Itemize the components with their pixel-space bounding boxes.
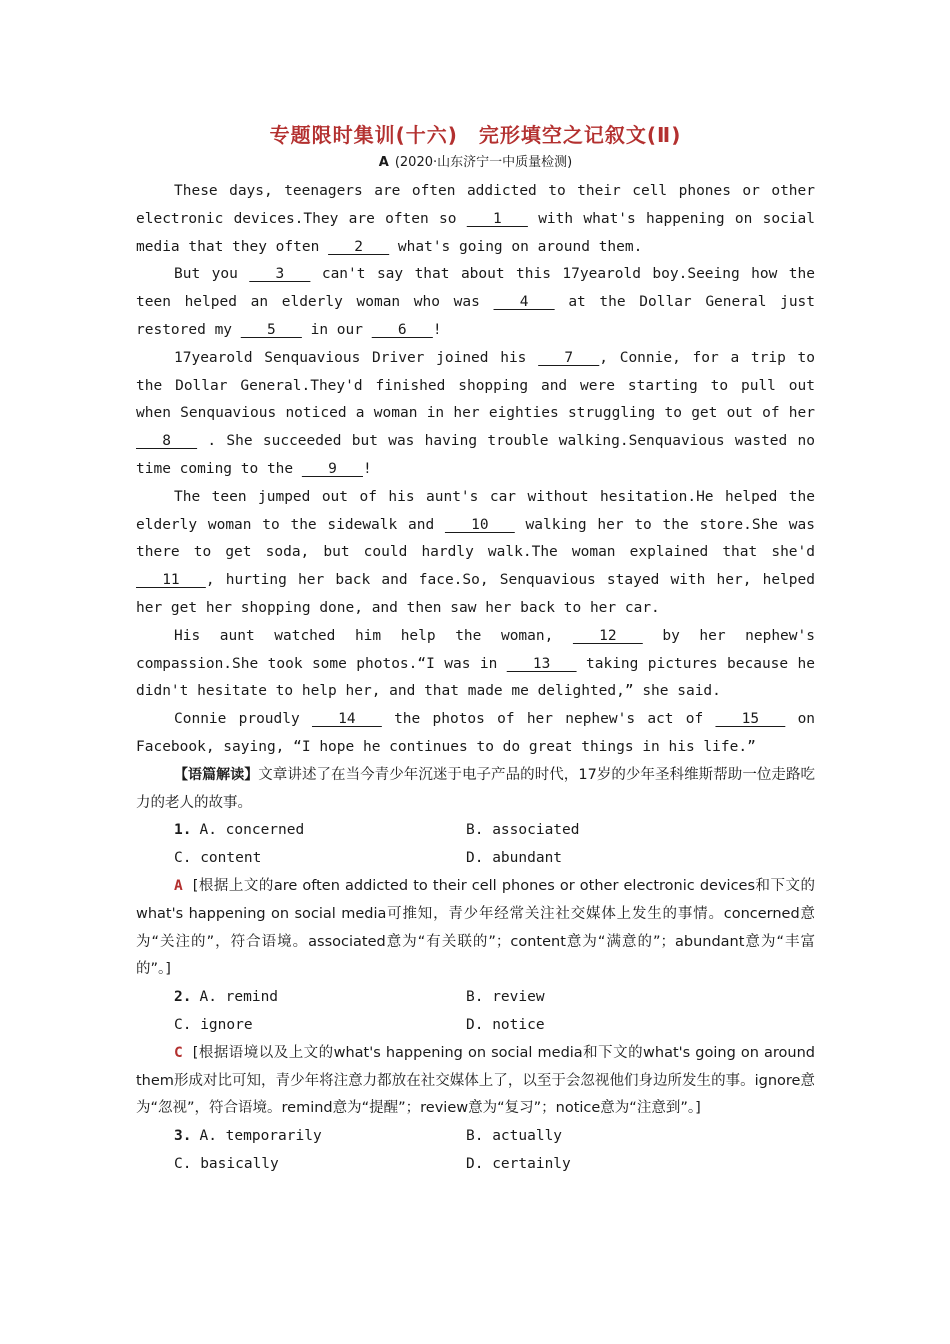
passage-text: But you: [174, 266, 238, 283]
passage-text: , Connie, for a trip to the Dollar General.They'd finished shopping and were starting to pull out when Senquavious noticed a woman in her eighties struggling to get out of her: [136, 349, 815, 422]
passage-paragraph-4: [136, 484, 815, 623]
page-title: 专题限时集训(十六) 完形填空之记叙文(Ⅱ): [269, 123, 682, 147]
option-a: A. temporarily: [199, 1128, 322, 1145]
blank-4: 4: [493, 294, 555, 311]
section-source: (2020·山东济宁一中质量检测): [394, 155, 573, 170]
question-3-options-row-2: [136, 1151, 815, 1179]
passage-text: !: [362, 460, 372, 477]
passage-text: His aunt watched him help the woman,: [174, 627, 554, 644]
option-c: C. content: [174, 850, 262, 867]
question-number: 3.: [174, 1128, 192, 1145]
question-1-options-row-2: [136, 845, 815, 873]
answer-letter: A: [174, 877, 183, 894]
answer-letter: C: [174, 1044, 183, 1061]
option-b: B. actually: [466, 1128, 563, 1145]
passage-text: by her nephew's compassion.She took some photos.“I was in: [136, 627, 815, 672]
option-b: B. associated: [466, 822, 580, 839]
blank-10: 10: [444, 516, 515, 533]
passage-text: Connie proudly: [174, 711, 300, 728]
option-d: D. notice: [466, 1016, 545, 1033]
question-2-explanation: [136, 1040, 815, 1123]
question-2-options-row-2: [136, 1012, 815, 1040]
explanation-text: [根据语境以及上文的what's happening on social media和下文的what's going on around them形成对比可知，青少年将注意力都放在社交媒体上了，以至于会忽视他们身边所发生的事。ignore意为“忽视”，符合语境。remind意为“提醒”；review意为“复习”；notice意为“注意到”。]: [136, 1044, 815, 1117]
option-d: D. abundant: [466, 850, 563, 867]
blank-5: 5: [240, 321, 302, 338]
blank-8: 8: [136, 433, 198, 450]
passage-paragraph-5: [136, 623, 815, 706]
passage-text: with what's happening on social media that they often: [136, 210, 816, 255]
summary-label: 【语篇解读】: [174, 766, 259, 783]
question-1-options-row-1: [136, 817, 815, 845]
question-2-options-row-1: [136, 984, 815, 1012]
passage-text: . She succeeded but was having trouble walking.Senquavious wasted no time coming to the: [136, 433, 816, 477]
passage-text: The teen jumped out of his aunt's car without hesitation.He helped the elderly woman to the sidewalk and: [136, 488, 815, 533]
passage-text: on Facebook, saying, “I hope he continues to do great things in his life.”: [136, 711, 816, 755]
blank-15: 15: [715, 711, 786, 728]
passage-text: , hurting her back and face.So, Senquavious stayed with her, helped her get her shopping done, and then saw her back to her car.: [136, 572, 815, 616]
passage-paragraph-2: [136, 261, 815, 344]
option-c: C. basically: [174, 1155, 279, 1172]
blank-6: 6: [371, 321, 433, 338]
passage-paragraph-6: [136, 706, 815, 762]
blank-9: 9: [301, 460, 363, 477]
question-1-explanation: [136, 873, 815, 984]
blank-2: 2: [328, 238, 390, 255]
question-3-options-row-1: [136, 1123, 815, 1151]
explanation-text: [根据上文的are often addicted to their cell phones or other electronic devices和下文的what's happening on social media可推知，青少年经常关注社交媒体上发生的事情。concerned意为“关注的”，符合语境。associated意为“有关联的”；content意为“满意的”；abundant意为“丰富的”。]: [136, 877, 815, 978]
blank-12: 12: [572, 627, 643, 644]
option-b: B. review: [466, 989, 545, 1006]
passage-summary: [136, 762, 815, 818]
passage-text: the photos of her nephew's act of: [394, 711, 704, 728]
passage-text: 17yearold Senquavious Driver joined his: [174, 349, 527, 366]
blank-11: 11: [136, 572, 206, 589]
option-a: A. concerned: [199, 822, 305, 839]
section-subtitle: [136, 150, 815, 176]
blank-3: 3: [249, 266, 311, 283]
passage-text: in our: [310, 321, 363, 338]
passage-text: can't say that about this 17yearold boy.Seeing how the teen helped an elderly woman who was: [136, 266, 815, 311]
passage-paragraph-1: [136, 178, 815, 261]
blank-13: 13: [506, 655, 577, 672]
section-label: A: [378, 155, 389, 170]
blank-7: 7: [538, 349, 600, 366]
passage-text: what's going on around them.: [397, 238, 643, 255]
document-content: [136, 120, 815, 1179]
passage-text: !: [432, 321, 442, 338]
passage-text: walking her to the store.She was there to get soda, but could hardly walk.The woman explained that she'd: [136, 516, 815, 561]
blank-14: 14: [311, 711, 382, 728]
passage-text: These days, teenagers are often addicted to their cell phones or other electronic devices.They are often so: [136, 183, 815, 227]
option-a: A. remind: [199, 989, 279, 1006]
question-number: 2.: [174, 989, 192, 1006]
passage-text: taking pictures because he didn't hesitate to help her, and that made me delighted,” she said.: [136, 655, 816, 700]
option-d: D. certainly: [466, 1155, 571, 1172]
passage-paragraph-3: [136, 345, 815, 484]
option-c: C. ignore: [174, 1016, 253, 1033]
passage-text: at the Dollar General just restored my: [136, 294, 816, 338]
summary-text: 文章讲述了在当今青少年沉迷于电子产品的时代，17岁的少年圣科维斯帮助一位走路吃力的老人的故事。: [136, 766, 816, 811]
blank-1: 1: [466, 210, 528, 227]
question-number: 1.: [174, 822, 192, 839]
